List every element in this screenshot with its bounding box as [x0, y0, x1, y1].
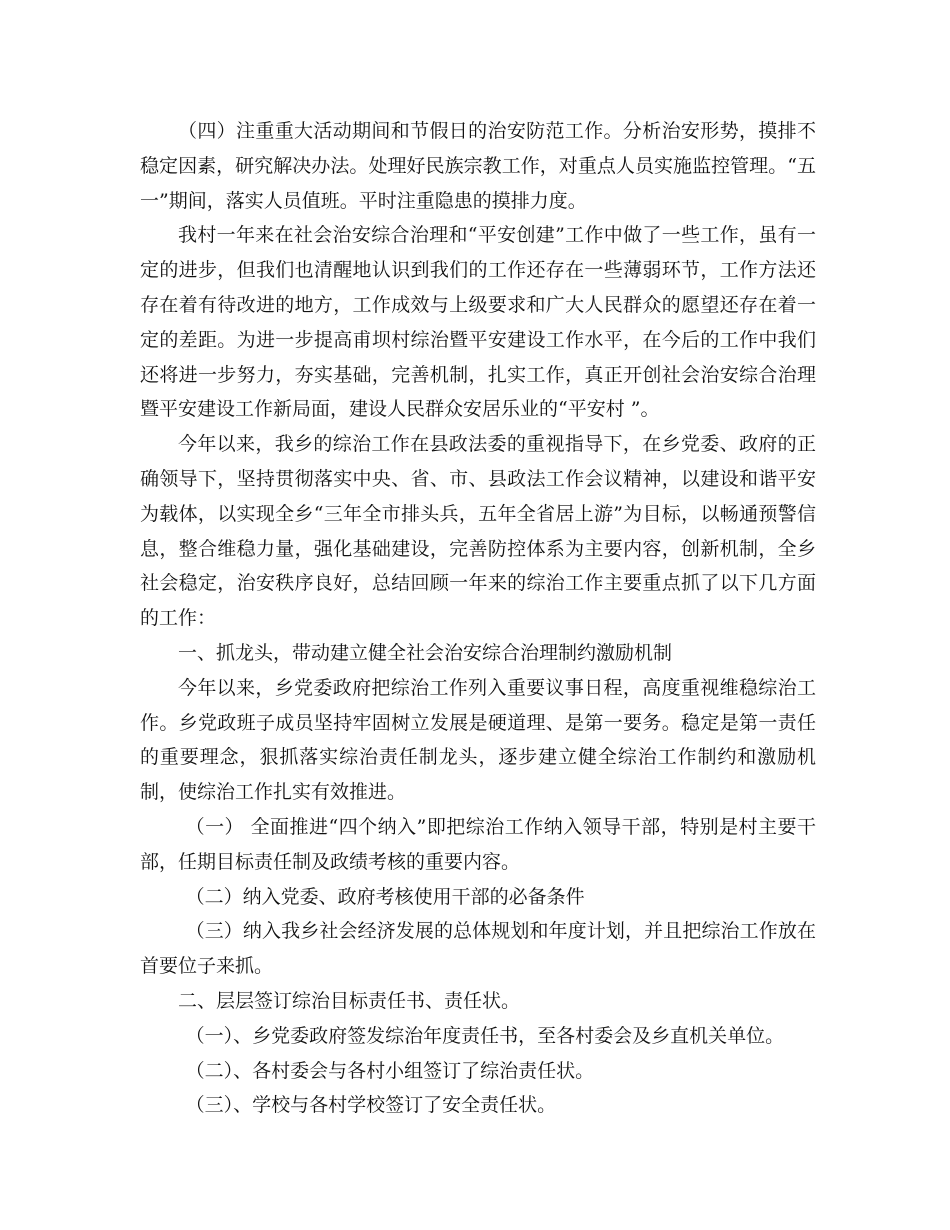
heading-section-two: 二、层层签订综治目标责任书、责任状。 [178, 989, 521, 1012]
list-item-village-committee: （二）、各村委会与各村小组签订了综治责任状。 [185, 1059, 595, 1082]
paragraph-township-overview: 今年以来，我乡的综治工作在县政法委的重视指导下，在乡党委、政府的正确领导下，坚持贯彻落实中央、省、市、县政法工作会议精神，以建设和谐平安为载体，以实现全乡“三年全市排头兵，五年全省居上游”为目标，以畅通预警信息，整合维稳力量，强化基础建设，完善防控体系为主要内容，创新机制，全乡社会稳定，治安秩序良好，总结回顾一年来的综治工作主要重点抓了以下几方面的工作： [140, 433, 816, 630]
document-body [140, 114, 816, 1123]
list-item-assessment-conditions: （二）纳入党委、政府考核使用干部的必备条件 [185, 885, 585, 908]
paragraph-village-summary: 我村一年来在社会治安综合治理和“平安创建”工作中做了一些工作，虽有一定的进步，但我们也清醒地认识到我们的工作还存在一些薄弱环节，工作方法还存在着有待改进的地方，工作成效与上级要求和广大人民群众的愿望还存在着一定的差距。为进一步提高甫坝村综治暨平安建设工作水平，在今后的工作中我们还将进一步努力，夯实基础，完善机制，扎实工作，真正开创社会治安综合治理暨平安建设工作新局面，建设人民群众安居乐业的“平安村 ”。 [140, 224, 816, 421]
list-item-school-safety: （三）、学校与各村学校签订了安全责任状。 [185, 1094, 557, 1117]
paragraph-party-committee: 今年以来，乡党委政府把综治工作列入重要议事日程，高度重视维稳综治工作。乡党政班子成员坚持牢固树立发展是硬道理、是第一要务。稳定是第一责任的重要理念，狠抓落实综治责任制龙头，逐步建立健全综治工作制约和激励机制，使综治工作扎实有效推进。 [140, 676, 816, 804]
list-item-development-plan: （三）纳入我乡社会经济发展的总体规划和年度计划，并且把综治工作放在首要位子来抓。 [140, 920, 816, 978]
list-item-responsibility-letter: （一）、乡党委政府签发综治年度责任书，至各村委会及乡直机关单位。 [185, 1024, 785, 1047]
heading-section-one: 一、抓龙头，带动建立健全社会治安综合治理制约激励机制 [178, 641, 673, 664]
list-item-four-inclusions: （一） 全面推进“四个纳入”即把综治工作纳入领导干部，特别是村主要干部，任期目标责任制及政绩考核的重要内容。 [140, 815, 816, 873]
paragraph-security-holidays: （四）注重重大活动期间和节假日的治安防范工作。分析治安形势，摸排不稳定因素，研究解决办法。处理好民族宗教工作，对重点人员实施监控管理。“五一”期间，落实人员值班。平时注重隐患的摸排力度。 [140, 120, 816, 212]
